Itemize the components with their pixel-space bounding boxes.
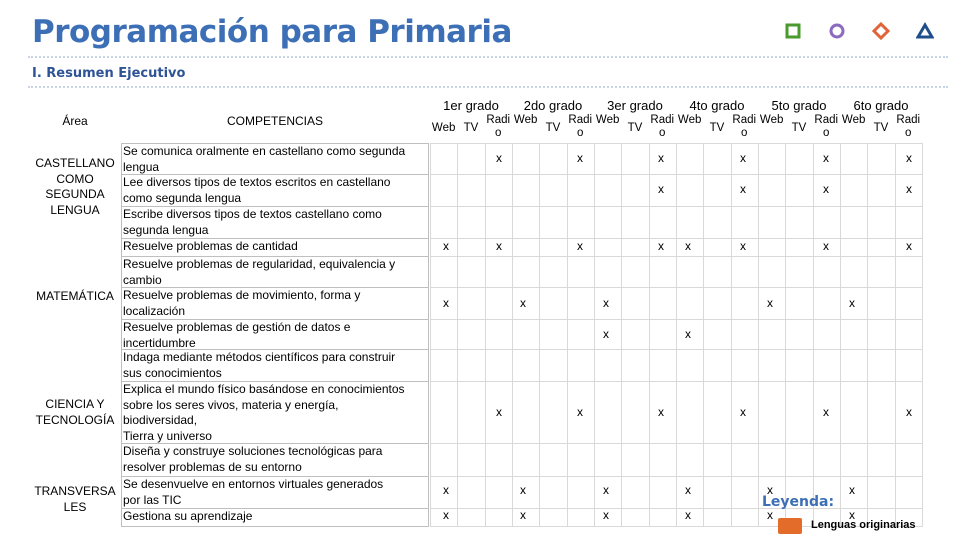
grid-cell: [649, 508, 677, 527]
coverage-mark: x: [443, 239, 449, 253]
grid-cell: [485, 349, 513, 382]
grid-cell: [430, 443, 458, 477]
coverage-mark: x: [823, 405, 829, 419]
subcol-radio-2: Radio: [568, 114, 593, 139]
subcol-tv-6: TV: [873, 122, 889, 134]
grade-header-6: 6to grado: [853, 98, 909, 113]
coverage-mark: x: [685, 483, 691, 497]
grid-cell: [594, 443, 622, 477]
coverage-mark: x: [767, 296, 773, 310]
grid-cell: [485, 256, 513, 288]
grid-cell: [731, 256, 759, 288]
competencia-text: Se desenvuelve en entornos virtuales generados: [123, 477, 384, 491]
legend-title: Leyenda:: [762, 494, 835, 510]
grid-cell: [813, 349, 841, 382]
area-column-header: Área: [62, 114, 88, 128]
grid-cell: [621, 238, 649, 257]
grid-cell: [457, 238, 485, 257]
grid-cell: [512, 174, 540, 207]
area-label: COMO: [56, 171, 94, 186]
grid-cell: [703, 143, 731, 175]
competencias-column-header: COMPETENCIAS: [226, 114, 323, 128]
coverage-mark: x: [740, 405, 746, 419]
grid-cell: [785, 349, 813, 382]
grid-cell: [485, 319, 513, 350]
coverage-mark: x: [520, 483, 526, 497]
coverage-mark: x: [685, 239, 691, 253]
grid-cell: [895, 443, 923, 477]
subcol-web-5: Web: [759, 114, 784, 126]
grid-cell: [703, 381, 731, 444]
coverage-mark: x: [906, 182, 912, 196]
competencia-text: Resuelve problemas de movimiento, forma y: [123, 288, 361, 302]
coverage-mark: x: [906, 151, 912, 165]
grid-cell: [621, 206, 649, 239]
grid-cell: [567, 476, 595, 509]
grid-cell: [594, 381, 622, 444]
grid-cell: [785, 319, 813, 350]
grid-cell: [621, 143, 649, 175]
grid-cell: [512, 238, 540, 257]
grid-cell: [457, 508, 485, 527]
grid-cell: [785, 381, 813, 444]
grid-cell: [813, 287, 841, 320]
competencia-text: incertidumbre: [123, 335, 196, 350]
grid-cell: [512, 206, 540, 239]
grid-cell: [457, 476, 485, 509]
grid-cell: [485, 508, 513, 527]
coverage-mark: x: [603, 483, 609, 497]
grid-cell: [457, 349, 485, 382]
grid-cell: [785, 206, 813, 239]
competencia-text: Resuelve problemas de regularidad, equivalencia y: [123, 257, 396, 271]
competencia-text: Tierra y universo: [123, 428, 212, 443]
coverage-mark: x: [823, 182, 829, 196]
grid-cell: [621, 476, 649, 509]
grid-cell: [676, 143, 704, 175]
subcol-tv-4: TV: [709, 122, 725, 134]
grade-header-1: 1er grado: [443, 98, 499, 113]
subcol-web-4: Web: [677, 114, 702, 126]
grid-cell: [867, 287, 895, 320]
coverage-mark: x: [767, 483, 773, 497]
competencia-text: Gestiona su aprendizaje: [123, 509, 253, 523]
grid-cell: [676, 206, 704, 239]
coverage-mark: x: [849, 483, 855, 497]
grid-cell: [895, 256, 923, 288]
grid-cell: [703, 443, 731, 477]
grid-cell: [731, 287, 759, 320]
coverage-mark: x: [603, 327, 609, 341]
grid-cell: [758, 319, 786, 350]
grid-cell: [785, 238, 813, 257]
grid-cell: [457, 174, 485, 207]
grid-cell: [676, 174, 704, 207]
grid-cell: [840, 381, 868, 444]
grade-header-2: 2do grado: [523, 98, 583, 113]
grid-cell: [594, 349, 622, 382]
grid-cell: [567, 206, 595, 239]
grid-cell: [539, 476, 567, 509]
grid-cell: [649, 256, 677, 288]
competencia-text: cambio: [123, 272, 162, 287]
grid-cell: [676, 349, 704, 382]
grid-cell: [895, 319, 923, 350]
grid-cell: [621, 174, 649, 207]
competencia-text: Resuelve problemas de cantidad: [123, 239, 298, 253]
coverage-mark: x: [603, 296, 609, 310]
grid-cell: [649, 319, 677, 350]
grid-cell: [703, 174, 731, 207]
grid-cell: [813, 256, 841, 288]
grid-cell: [539, 256, 567, 288]
area-label: MATEMÁTICA: [36, 289, 114, 303]
competencia-text: lengua: [123, 159, 160, 174]
grid-cell: [594, 174, 622, 207]
coverage-mark: x: [443, 508, 449, 522]
grid-cell: [512, 381, 540, 444]
competencia-text: localización: [123, 303, 186, 318]
grid-cell: [567, 287, 595, 320]
grid-cell: [457, 319, 485, 350]
grid-cell: [594, 143, 622, 175]
grid-cell: [676, 381, 704, 444]
legend-label: Lenguas originarias: [811, 519, 916, 531]
grid-cell: [895, 206, 923, 239]
grid-cell: [430, 143, 458, 175]
grid-cell: [703, 287, 731, 320]
grid-cell: [785, 287, 813, 320]
grid-cell: [758, 443, 786, 477]
grid-cell: [895, 476, 923, 509]
grid-cell: [430, 174, 458, 207]
grid-cell: [731, 206, 759, 239]
grid-cell: [785, 143, 813, 175]
competencia-text: Escribe diversos tipos de textos castellano como: [123, 207, 382, 221]
grid-cell: [867, 381, 895, 444]
grid-cell: [539, 143, 567, 175]
coverage-mark: x: [577, 239, 583, 253]
competencia-text: resolver problemas de su entorno: [123, 459, 302, 474]
competencia-text: Explica el mundo físico basándose en conocimientos: [123, 382, 405, 396]
subcol-web-3: Web: [595, 114, 620, 126]
grid-cell: [621, 508, 649, 527]
grid-cell: [676, 256, 704, 288]
grid-cell: [621, 319, 649, 350]
coverage-mark: x: [658, 182, 664, 196]
coverage-mark: x: [603, 508, 609, 522]
grid-cell: [703, 206, 731, 239]
grid-cell: [457, 206, 485, 239]
grid-cell: [703, 319, 731, 350]
grid-cell: [758, 143, 786, 175]
competencia-text: biodiversidad,: [123, 413, 198, 427]
competencia-text: como segunda lengua: [123, 190, 242, 205]
grid-cell: [485, 476, 513, 509]
area-label: CASTELLANO: [35, 156, 115, 170]
grid-cell: [539, 319, 567, 350]
subcol-radio-3: Radio: [650, 114, 675, 139]
grid-cell: [895, 287, 923, 320]
subcol-tv-3: TV: [627, 122, 643, 134]
grid-cell: [457, 287, 485, 320]
grid-cell: [539, 206, 567, 239]
coverage-mark: x: [496, 239, 502, 253]
grid-cell: [840, 256, 868, 288]
competencia-text: Se comunica oralmente en castellano como segunda: [123, 144, 406, 158]
grid-cell: [539, 349, 567, 382]
grid-cell: [785, 443, 813, 477]
legend-swatch: [778, 518, 802, 534]
grid-cell: [539, 238, 567, 257]
grid-cell: [567, 256, 595, 288]
grid-cell: [430, 256, 458, 288]
grid-cell: [457, 256, 485, 288]
grid-cell: [867, 349, 895, 382]
grid-cell: [813, 206, 841, 239]
area-label: CIENCIA Y: [45, 397, 105, 411]
grid-cell: [457, 143, 485, 175]
grade-header-3: 3er grado: [607, 98, 663, 113]
grid-cell: [539, 443, 567, 477]
grid-cell: [758, 174, 786, 207]
coverage-mark: x: [443, 296, 449, 310]
grid-cell: [512, 143, 540, 175]
grid-cell: [758, 381, 786, 444]
grid-cell: [867, 206, 895, 239]
competencia-text: por las TIC: [123, 492, 182, 507]
coverage-mark: x: [577, 151, 583, 165]
grid-cell: [621, 349, 649, 382]
competencia-text: sus conocimientos: [123, 365, 222, 380]
grid-cell: [512, 443, 540, 477]
grid-cell: [621, 287, 649, 320]
grid-cell: [457, 443, 485, 477]
grid-cell: [649, 206, 677, 239]
coverage-mark: x: [658, 239, 664, 253]
grid-cell: [649, 476, 677, 509]
grid-cell: [512, 349, 540, 382]
subcol-radio-1: Radio: [486, 114, 511, 139]
grid-cell: [731, 476, 759, 509]
competencia-text: Diseña y construye soluciones tecnológicas para: [123, 444, 383, 458]
grid-cell: [867, 476, 895, 509]
grid-cell: [567, 443, 595, 477]
grid-cell: [512, 319, 540, 350]
coverage-mark: x: [685, 327, 691, 341]
competencia-text: Resuelve problemas de gestión de datos e: [123, 320, 351, 334]
grid-cell: [567, 349, 595, 382]
grid-cell: [485, 443, 513, 477]
grid-cell: [867, 256, 895, 288]
grid-cell: [840, 238, 868, 257]
grid-cell: [731, 319, 759, 350]
grid-cell: [867, 319, 895, 350]
coverage-mark: x: [496, 405, 502, 419]
grid-cell: [567, 508, 595, 527]
coverage-mark: x: [740, 239, 746, 253]
coverage-mark: x: [658, 151, 664, 165]
grid-cell: [649, 349, 677, 382]
grid-cell: [485, 206, 513, 239]
coverage-mark: x: [906, 405, 912, 419]
competencia-text: Indaga mediante métodos científicos para construir: [123, 350, 396, 364]
grid-cell: [539, 381, 567, 444]
grid-cell: [840, 443, 868, 477]
area-label: TECNOLOGÍA: [35, 412, 115, 427]
grid-cell: [430, 319, 458, 350]
subcol-tv-1: TV: [463, 122, 479, 134]
coverage-mark: x: [740, 182, 746, 196]
grid-cell: [867, 143, 895, 175]
grid-cell: [485, 174, 513, 207]
grid-cell: [430, 206, 458, 239]
grid-cell: [867, 238, 895, 257]
grid-cell: [621, 256, 649, 288]
grid-cell: [539, 287, 567, 320]
grade-header-5: 5to grado: [771, 98, 827, 113]
grid-cell: [676, 287, 704, 320]
subcol-tv-5: TV: [791, 122, 807, 134]
grid-cell: [594, 238, 622, 257]
coverage-mark: x: [849, 508, 855, 522]
grid-cell: [512, 256, 540, 288]
grid-cell: [703, 476, 731, 509]
coverage-mark: x: [740, 151, 746, 165]
grid-cell: [594, 256, 622, 288]
subcol-web-2: Web: [513, 114, 538, 126]
grid-cell: [731, 508, 759, 527]
grid-cell: [785, 256, 813, 288]
coverage-mark: x: [577, 405, 583, 419]
grid-cell: [567, 174, 595, 207]
grid-cell: [649, 443, 677, 477]
coverage-mark: x: [658, 405, 664, 419]
grid-cell: [758, 206, 786, 239]
grid-cell: [813, 443, 841, 477]
grid-cell: [813, 319, 841, 350]
coverage-mark: x: [767, 508, 773, 522]
grid-cell: [785, 174, 813, 207]
coverage-mark: x: [685, 508, 691, 522]
grid-cell: [840, 174, 868, 207]
subcol-tv-2: TV: [545, 122, 561, 134]
grid-cell: [676, 443, 704, 477]
area-label: LENGUA: [50, 202, 100, 217]
coverage-mark: x: [906, 239, 912, 253]
coverage-mark: x: [520, 296, 526, 310]
grid-cell: [430, 381, 458, 444]
grid-cell: [867, 174, 895, 207]
grid-cell: [840, 206, 868, 239]
area-label: TRANSVERSA: [34, 484, 116, 498]
grid-cell: [539, 508, 567, 527]
area-label: LES: [63, 499, 87, 514]
competencia-text: sobre los seres vivos, materia y energía,: [123, 397, 339, 412]
grid-cell: [621, 443, 649, 477]
grid-cell: [758, 256, 786, 288]
grid-cell: [485, 287, 513, 320]
subcol-radio-6: Radio: [896, 114, 921, 139]
grid-cell: [621, 381, 649, 444]
coverage-mark: x: [520, 508, 526, 522]
grid-cell: [758, 238, 786, 257]
grid-cell: [840, 349, 868, 382]
subcol-radio-5: Radio: [814, 114, 839, 139]
grid-cell: [758, 349, 786, 382]
grid-cell: [840, 319, 868, 350]
coverage-mark: x: [443, 483, 449, 497]
grid-cell: [703, 238, 731, 257]
competencia-text: Lee diversos tipos de textos escritos en castellano: [123, 175, 391, 189]
grid-cell: [867, 443, 895, 477]
coverage-mark: x: [823, 151, 829, 165]
grid-cell: [649, 287, 677, 320]
grid-cell: [594, 206, 622, 239]
grid-cell: [567, 319, 595, 350]
subcol-web-6: Web: [841, 114, 866, 126]
coverage-mark: x: [849, 296, 855, 310]
coverage-mark: x: [823, 239, 829, 253]
grid-cell: [430, 349, 458, 382]
grid-cell: [539, 174, 567, 207]
grid-cell: [703, 508, 731, 527]
subcol-radio-4: Radio: [732, 114, 757, 139]
subcol-web-1: Web: [431, 122, 456, 134]
page-title: Programación para Primaria: [32, 14, 512, 50]
grade-header-4: 4to grado: [689, 98, 745, 113]
grid-cell: [895, 349, 923, 382]
grid-cell: [703, 349, 731, 382]
coverage-mark: x: [496, 151, 502, 165]
grid-cell: [840, 143, 868, 175]
area-label: SEGUNDA: [45, 187, 105, 201]
grid-cell: [731, 349, 759, 382]
grid-cell: [703, 256, 731, 288]
grid-cell: [731, 443, 759, 477]
section-subtitle: I. Resumen Ejecutivo: [32, 66, 186, 81]
competencia-text: segunda lengua: [123, 222, 209, 237]
grid-cell: [457, 381, 485, 444]
